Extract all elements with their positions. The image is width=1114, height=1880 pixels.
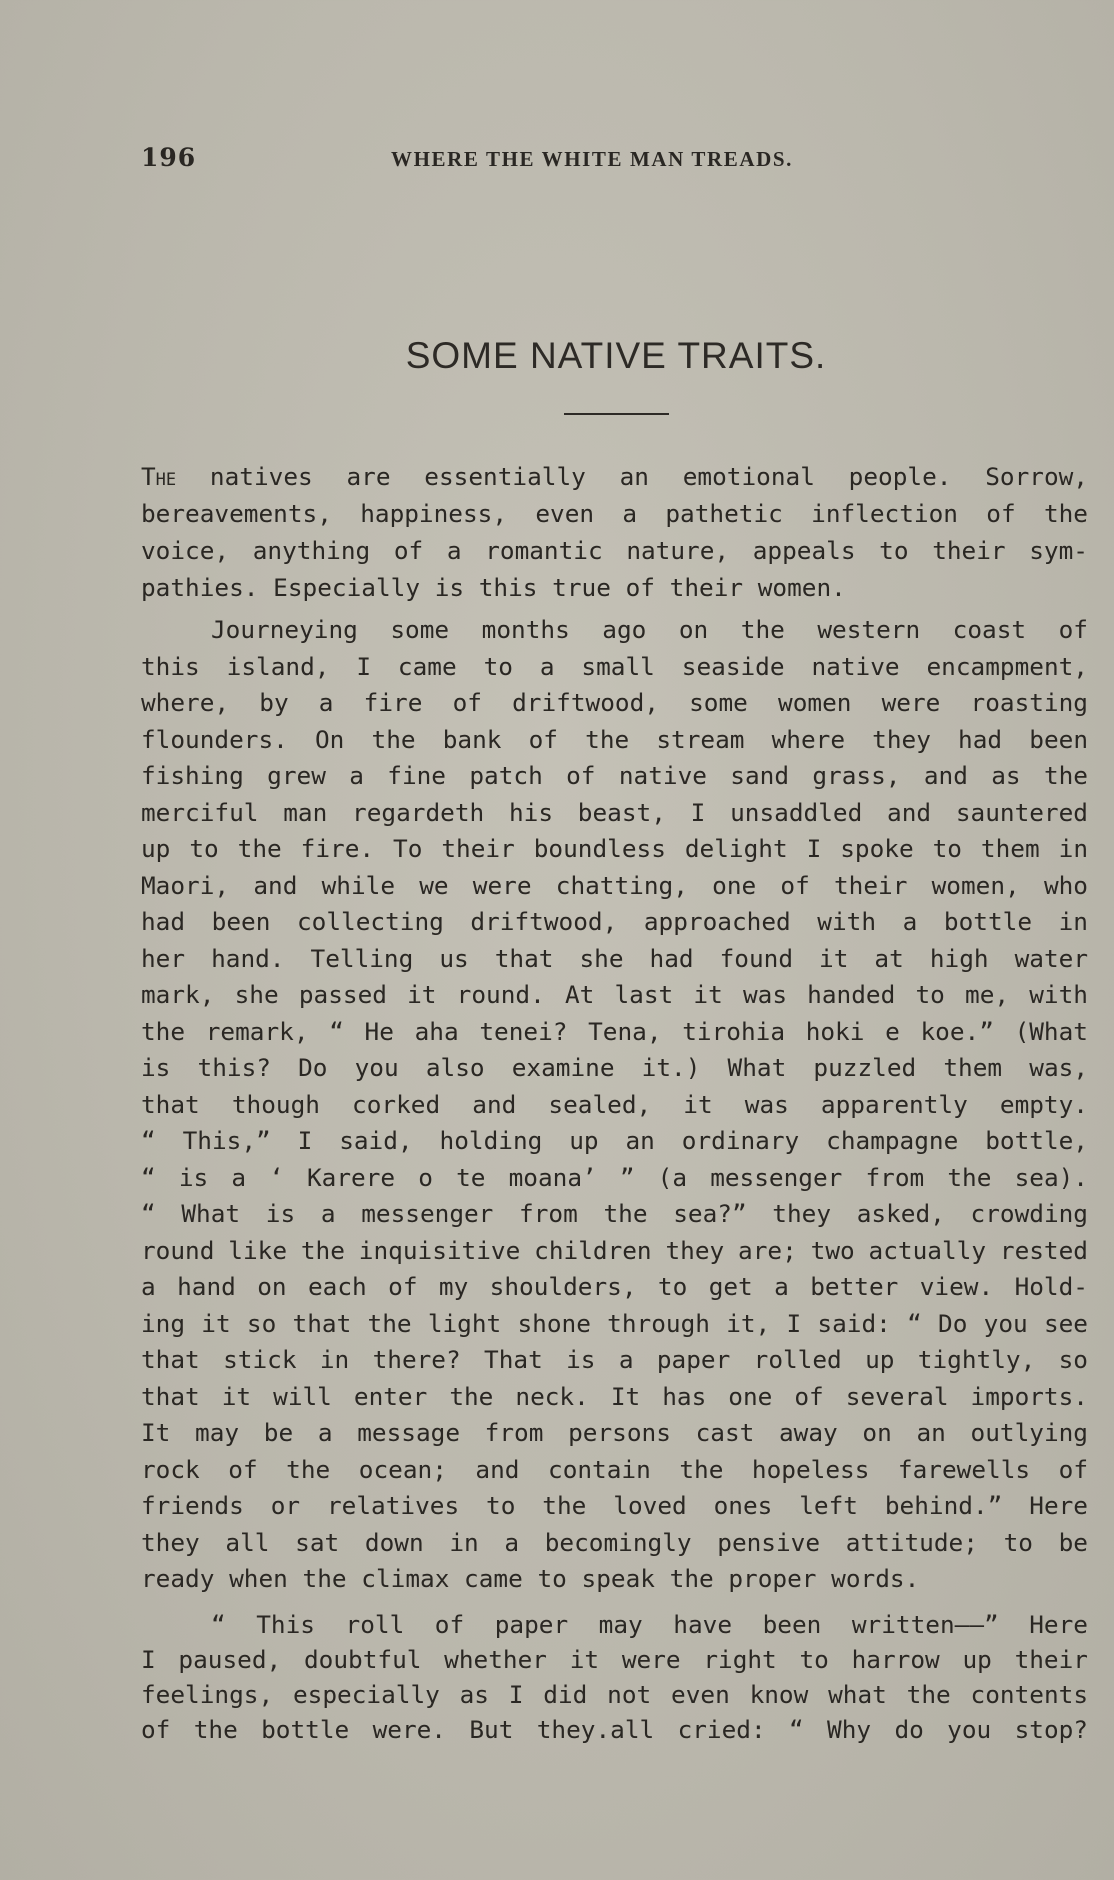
text-line: of the bottle were. But they.all cried: “ Why do you stop?	[141, 1714, 1088, 1744]
paragraph-1	[141, 458, 1088, 606]
text-line: “ is a ‘ Karere o te moana’ ” (a messenger from the sea).	[141, 1162, 1088, 1192]
text-line: round like the inquisitive children they are; two actually rested	[141, 1235, 1088, 1265]
text-line: ready when the climax came to speak the proper words.	[141, 1564, 920, 1593]
text-line: feelings, especially as I did not even know what the contents	[141, 1679, 1088, 1709]
text-line: they all sat down in a becomingly pensive attitude; to be	[141, 1527, 1088, 1557]
title-rule	[564, 413, 669, 415]
text-line: The natives are essentially an emotional people. Sorrow,	[141, 462, 1088, 491]
text-line: the remark, “ He aha tenei? Tena, tirohia hoki e koe.” (What	[141, 1016, 1088, 1046]
text-line: rock of the ocean; and contain the hopeless farewells of	[141, 1454, 1088, 1484]
text-line: “ This,” I said, holding up an ordinary champagne bottle,	[141, 1126, 1088, 1155]
text-line: that though corked and sealed, it was apparently empty.	[141, 1089, 1088, 1119]
paragraph-3	[141, 1607, 1088, 1747]
drop-word: The	[141, 462, 177, 491]
text-line: “ This roll of paper may have been written——” Here	[211, 1609, 1088, 1639]
text-line: mark, she passed it round. At last it was handed to me, with	[141, 980, 1088, 1009]
page-number: 196	[141, 143, 197, 172]
text-line: a hand on each of my shoulders, to get a better view. Hold-	[141, 1272, 1088, 1301]
text-line: her hand. Telling us that she had found it at high water	[141, 943, 1088, 973]
text-line: fishing grew a fine patch of native sand grass, and as the	[141, 761, 1088, 790]
text-line: had been collecting driftwood, approached with a bottle in	[141, 907, 1088, 936]
text-line: this island, I came to a small seaside native encampment,	[141, 651, 1088, 681]
text-line: up to the fire. To their boundless delight I spoke to them in	[141, 834, 1088, 863]
text-line: friends or relatives to the loved ones left behind.” Here	[141, 1491, 1088, 1520]
text-line: I paused, doubtful whether it were right to harrow up their	[141, 1644, 1088, 1674]
text-line: bereavements, happiness, even a pathetic inflection of the	[141, 499, 1088, 528]
text-line: flounders. On the bank of the stream where they had been	[141, 724, 1088, 754]
text-line: voice, anything of a romantic nature, appeals to their sym-	[141, 536, 1088, 565]
body-text	[141, 458, 1088, 1747]
text-line: where, by a fire of driftwood, some women were roasting	[141, 688, 1088, 717]
text-line: Maori, and while we were chatting, one of their women, who	[141, 870, 1088, 900]
paragraph-2	[141, 612, 1088, 1598]
chapter-title: SOME NATIVE TRAITS.	[405, 335, 827, 376]
text-line: that it will enter the neck. It has one of several imports.	[141, 1381, 1088, 1411]
text-line: pathies. Especially is this true of their women.	[141, 573, 846, 602]
text-line: “ What is a messenger from the sea?” they asked, crowding	[141, 1199, 1088, 1228]
text-line: It may be a message from persons cast away on an outlying	[141, 1418, 1088, 1447]
text-line: merciful man regardeth his beast, I unsaddled and sauntered	[141, 797, 1088, 827]
text-line: ing it so that the light shone through it, I said: “ Do you see	[141, 1308, 1088, 1338]
text-line: Journeying some months ago on the western coast of	[211, 615, 1088, 644]
text-line: that stick in there? That is a paper rolled up tightly, so	[141, 1345, 1088, 1374]
text-line: is this? Do you also examine it.) What puzzled them was,	[141, 1053, 1088, 1082]
running-title: WHERE THE WHITE MAN TREADS.	[391, 147, 794, 171]
running-head	[141, 143, 889, 175]
